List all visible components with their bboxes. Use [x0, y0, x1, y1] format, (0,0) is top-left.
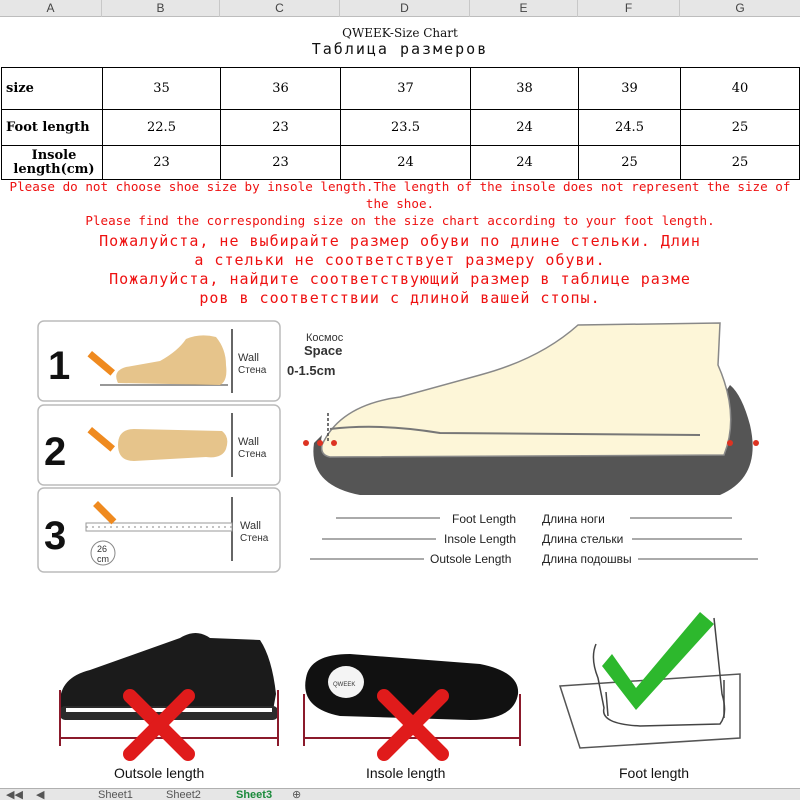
column-header-e[interactable]: E — [470, 0, 578, 17]
table-cell[interactable]: 38 — [471, 68, 579, 110]
row-label-line: length(cm) — [13, 161, 95, 177]
add-sheet-icon[interactable]: ⊕ — [292, 789, 302, 800]
warning-line: Please find the corresponding size on the size chart according to your foot length. — [85, 213, 715, 228]
comparison-row — [0, 598, 800, 788]
space-label-ru: Космос — [306, 332, 344, 344]
space-label-en: Space — [304, 343, 343, 358]
foot-top-icon — [118, 429, 227, 461]
table-row — [2, 68, 800, 110]
warning-line: а стельки не соответствует размеру обуви. — [194, 251, 606, 269]
ruler-value: 26 — [97, 544, 108, 554]
warning-line: ров в соответствии с длиной вашей стопы. — [199, 289, 601, 307]
tab-scroll-prev-icon[interactable]: ◀ — [36, 789, 45, 800]
space-range: 0-1.5cm — [287, 363, 336, 378]
ruler-unit: cm — [97, 554, 109, 564]
wall-label-en: Wall — [240, 520, 261, 532]
table-cell[interactable]: 22.5 — [103, 110, 221, 146]
step-1-panel — [38, 321, 280, 401]
tab-sheet1[interactable]: Sheet1 — [98, 789, 133, 800]
foot-length-ru: Длина ноги — [542, 512, 605, 526]
tab-scroll-first-icon[interactable]: ◀◀ — [6, 789, 23, 800]
table-cell[interactable]: 24 — [471, 110, 579, 146]
wall-label-en: Wall — [238, 436, 259, 448]
chart-title-ru: Таблица размеров — [311, 40, 489, 58]
table-cell[interactable]: 39 — [579, 68, 681, 110]
table-cell[interactable]: 23 — [103, 146, 221, 180]
warning-line: Please do not choose shoe size by insole length.The length of the insole does not represent the size of — [9, 179, 791, 194]
sheet-tab-bar — [0, 788, 800, 800]
table-cell[interactable]: 23 — [221, 110, 341, 146]
column-header-d[interactable]: D — [340, 0, 470, 17]
wall-label-ru: Стена — [238, 365, 267, 376]
outsole-length-caption: Outsole length — [114, 765, 205, 781]
measurement-diagram — [0, 305, 800, 585]
tab-sheet2[interactable]: Sheet2 — [166, 789, 201, 800]
wall-label-ru: Стена — [240, 533, 269, 544]
insole-length-caption: Insole length — [366, 765, 446, 781]
table-cell[interactable]: 40 — [681, 68, 800, 110]
warning-russian — [0, 232, 800, 308]
row-label-foot-length[interactable]: Foot length — [2, 110, 103, 146]
table-row — [2, 110, 800, 146]
table-cell[interactable]: 24.5 — [579, 110, 681, 146]
tab-sheet3[interactable]: Sheet3 — [236, 789, 273, 800]
wall-label-ru: Стена — [238, 449, 267, 460]
row-label-line: Insole — [31, 147, 77, 163]
wall-label-en: Wall — [238, 352, 259, 364]
table-cell[interactable]: 35 — [103, 68, 221, 110]
warning-line: the shoe. — [365, 196, 435, 211]
chart-title-en: QWEEK-Size Chart — [342, 26, 458, 40]
table-cell[interactable]: 25 — [681, 146, 800, 180]
table-cell[interactable]: 23.5 — [341, 110, 471, 146]
foot-length-caption: Foot length — [619, 765, 690, 781]
insole-photo — [304, 654, 520, 754]
size-table — [1, 67, 800, 180]
step-number: 2 — [44, 430, 67, 474]
step-number: 3 — [44, 514, 67, 558]
table-cell[interactable]: 23 — [221, 146, 341, 180]
table-row — [2, 146, 800, 180]
table-cell[interactable]: 25 — [681, 110, 800, 146]
column-header-f[interactable]: F — [578, 0, 680, 17]
table-cell[interactable]: 37 — [341, 68, 471, 110]
column-header-c[interactable]: C — [220, 0, 340, 17]
step-3-panel — [38, 488, 280, 572]
step-2-panel — [38, 405, 280, 485]
warning-line: Пожалуйста, найдите соответствующий размер в таблице разме — [109, 270, 691, 288]
insole-length-ru: Длина стельки — [542, 532, 624, 546]
outsole-length-ru: Длина подошвы — [542, 552, 632, 566]
table-cell[interactable]: 36 — [221, 68, 341, 110]
column-header-bar — [0, 0, 800, 17]
insole-length-en: Insole Length — [444, 532, 517, 546]
column-header-a[interactable]: A — [0, 0, 102, 17]
table-cell[interactable]: 24 — [341, 146, 471, 180]
table-cell[interactable]: 25 — [579, 146, 681, 180]
column-header-b[interactable]: B — [102, 0, 220, 17]
shoe-cross-section — [287, 323, 759, 568]
foot-length-en: Foot Length — [452, 512, 517, 526]
foot-measure-illustration — [560, 612, 740, 748]
column-header-g[interactable]: G — [735, 1, 745, 15]
row-label-insole-length[interactable] — [2, 146, 103, 180]
shoe-photo — [60, 633, 278, 754]
step-number: 1 — [48, 344, 71, 388]
outsole-length-en: Outsole Length — [430, 552, 512, 566]
check-icon — [602, 612, 714, 710]
row-label-size[interactable]: size — [2, 68, 103, 110]
warning-english — [0, 178, 800, 229]
table-cell[interactable]: 24 — [471, 146, 579, 180]
warning-line: Пожалуйста, не выбирайте размер обуви по длине стельки. Длин — [99, 232, 701, 250]
insole-brand: QWEEK — [333, 682, 356, 688]
